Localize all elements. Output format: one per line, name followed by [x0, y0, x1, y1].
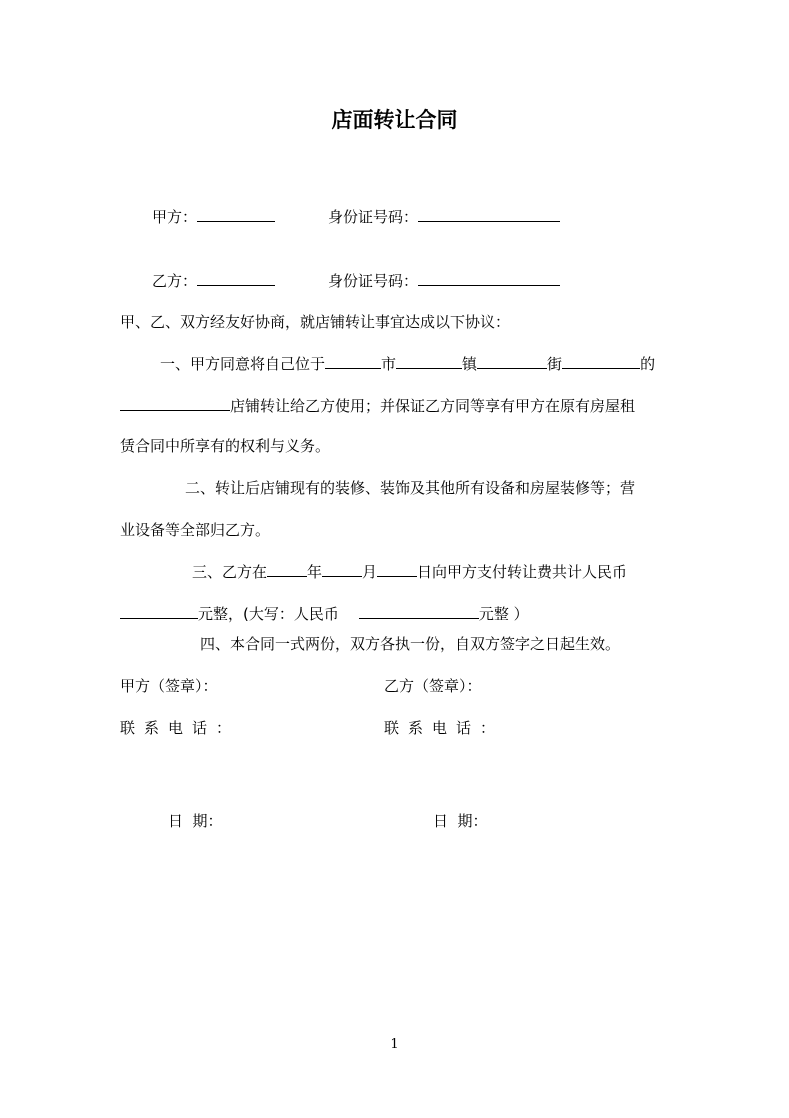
clause-2-line-2: 业设备等全部归乙方。 — [120, 521, 271, 539]
intro-paragraph: 甲、乙、双方经友好协商，就店铺转让事宜达成以下协议： — [120, 313, 511, 331]
party-a-date: 日 期： — [168, 812, 223, 830]
party-b-line — [152, 270, 275, 291]
party-a-id-label: 身份证号码： — [328, 208, 419, 226]
party-b-id-line — [328, 270, 560, 291]
party-a-name-blank — [197, 206, 275, 222]
page-title: 店面转让合同 — [331, 107, 458, 132]
year-blank — [267, 561, 307, 577]
party-a-label: 甲方： — [152, 208, 198, 226]
clause-3-start: 三、乙方在 — [192, 563, 268, 581]
clause-3-rest: 日向甲方支付转让费共计人民币 — [417, 563, 628, 581]
party-b-signature: 乙方（签章）： — [384, 677, 482, 695]
party-b-name-blank — [197, 270, 275, 286]
amount-yuan-label: 元整，(大写：人民币 — [198, 605, 339, 623]
city-label: 市 — [381, 355, 397, 373]
party-b-date: 日 期： — [433, 812, 488, 830]
street-blank — [477, 353, 547, 369]
party-a-line — [152, 206, 275, 227]
party-b-label: 乙方： — [152, 272, 198, 290]
party-b-id-blank — [418, 270, 560, 286]
location-blank — [562, 353, 640, 369]
party-a-id-line — [328, 206, 560, 227]
clause-1-line-2-text: 店铺转让给乙方使用；并保证乙方同等享有甲方在原有房屋租 — [230, 397, 636, 415]
amount-blank — [120, 603, 198, 619]
clause-4: 四、本合同一式两份，双方各执一份，自双方签字之日起生效。 — [200, 635, 621, 653]
amount-capital-blank — [359, 603, 479, 619]
month-label: 月 — [362, 563, 378, 581]
shop-name-blank — [120, 395, 230, 411]
of-label: 的 — [640, 355, 656, 373]
clause-3-line-2 — [120, 603, 529, 624]
day-blank — [377, 561, 417, 577]
month-blank — [322, 561, 362, 577]
clause-1-start: 一、甲方同意将自己位于 — [160, 355, 326, 373]
page-number: 1 — [390, 1037, 399, 1052]
clause-1-line-1 — [160, 353, 655, 374]
year-label: 年 — [307, 563, 323, 581]
clause-2-line-1: 二、转让后店铺现有的装修、装饰及其他所有设备和房屋装修等；营 — [185, 479, 636, 497]
town-blank — [396, 353, 462, 369]
clause-3-line-1 — [192, 561, 627, 582]
amount-yuan-end: 元整 ） — [478, 605, 529, 623]
party-a-id-blank — [418, 206, 560, 222]
clause-1-line-3: 赁合同中所享有的权利与义务。 — [120, 437, 331, 455]
clause-1-line-2 — [120, 395, 635, 416]
party-a-phone: 联系电话： — [120, 719, 241, 737]
street-label: 街 — [547, 355, 563, 373]
party-a-signature: 甲方（签章）： — [120, 677, 218, 695]
town-label: 镇 — [462, 355, 478, 373]
city-blank — [325, 353, 381, 369]
party-b-phone: 联系电话： — [384, 719, 505, 737]
party-b-id-label: 身份证号码： — [328, 272, 419, 290]
